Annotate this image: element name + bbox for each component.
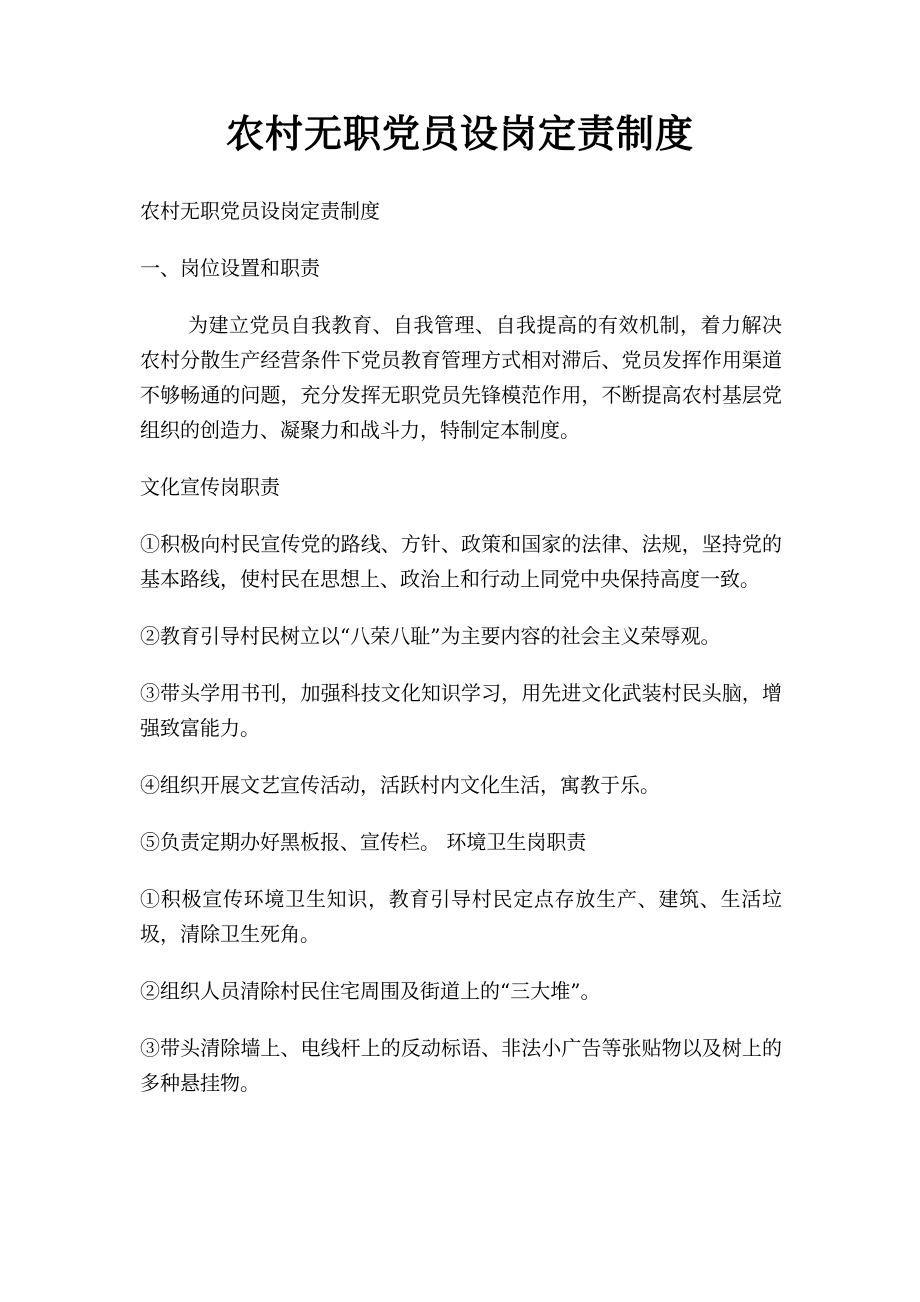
- duty-item: ④组织开展文艺宣传活动，活跃村内文化生活，寓教于乐。: [140, 773, 660, 797]
- duty-item: ③带头清除墙上、电线杆上的反动标语、非法小广告等张贴物以及树上的多种悬挂物。: [140, 1036, 782, 1095]
- subtitle-paragraph: 农村无职党员设岗定责制度: [140, 199, 380, 223]
- post-heading-culture: 文化宣传岗职责: [140, 475, 280, 499]
- duty-item: ⑤负责定期办好黑板报、宣传栏。 环境卫生岗职责: [140, 830, 587, 854]
- duty-item: ①积极向村民宣传党的路线、方针、政策和国家的法律、法规，坚持党的基本路线，使村民在思想上、政治上和行动上同党中央保持高度一致。: [140, 532, 782, 591]
- duty-item: ③带头学用书刊，加强科技文化知识学习，用先进文化武装村民头脑，增强致富能力。: [140, 681, 782, 740]
- duty-item: ②组织人员清除村民住宅周围及街道上的“三大堆”。: [140, 979, 601, 1003]
- duty-item: ①积极宣传环境卫生知识，教育引导村民定点存放生产、建筑、生活垃圾，清除卫生死角。: [140, 887, 782, 946]
- duty-item: ②教育引导村民树立以“八荣八耻”为主要内容的社会主义荣辱观。: [140, 624, 721, 648]
- section-heading: 一、岗位设置和职责: [140, 256, 320, 280]
- intro-paragraph: 为建立党员自我教育、自我管理、自我提高的有效机制，着力解决农村分散生产经营条件下党员教育管理方式相对滞后、党员发挥作用渠道不够畅通的问题，充分发挥无职党员先锋模范作用，不断提高农村基层党组织的创造力、凝聚力和战斗力，特制定本制度。: [140, 313, 782, 442]
- document-title: 农村无职党员设岗定责制度: [225, 111, 694, 156]
- document-body: [140, 194, 782, 1123]
